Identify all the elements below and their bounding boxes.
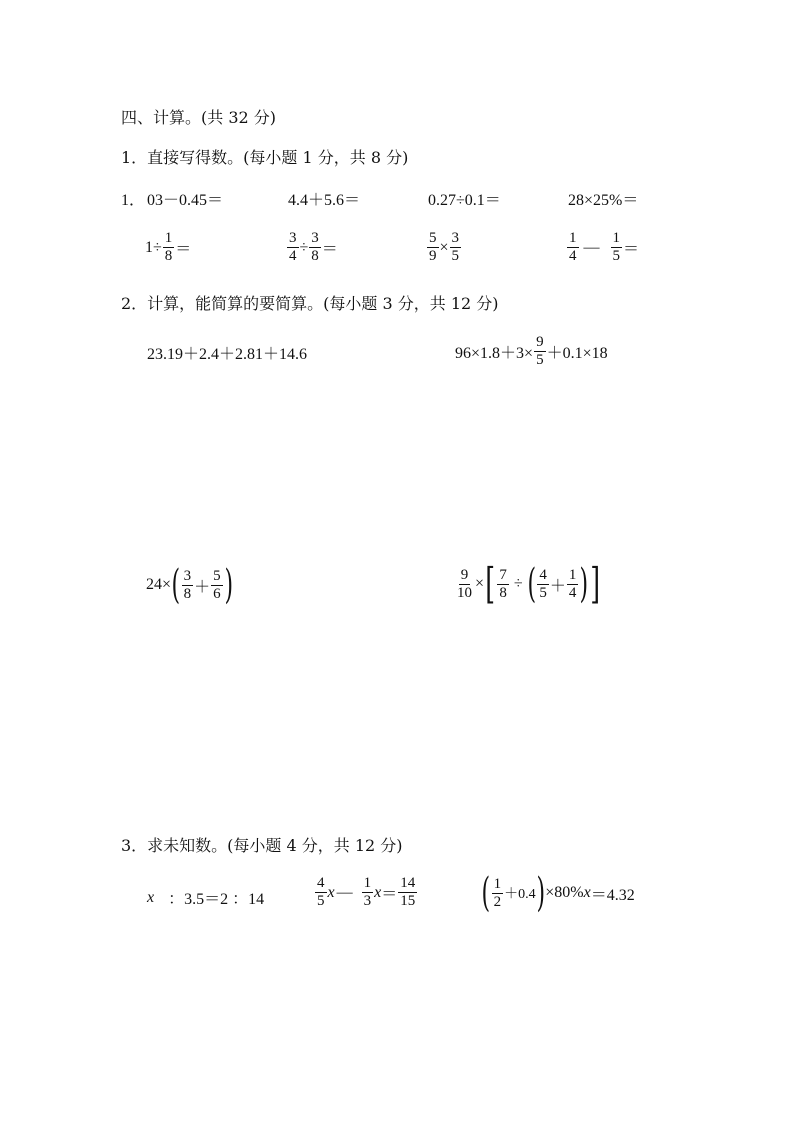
numerator: 3 bbox=[451, 230, 460, 246]
q3-equation-3 bbox=[481, 870, 635, 916]
q3-equation-3-tail1: ×80% bbox=[545, 884, 584, 901]
denominator: 9 bbox=[429, 248, 437, 264]
fraction bbox=[534, 334, 546, 369]
denominator: 5 bbox=[451, 248, 460, 264]
q2-problem-2-lead: 96×1.8＋3× bbox=[455, 345, 534, 362]
q1-item-7 bbox=[426, 230, 462, 265]
left-bracket: [ bbox=[485, 559, 496, 608]
operator: ÷ bbox=[299, 238, 309, 256]
q2-problem-2-tail: ＋0.1×18 bbox=[546, 345, 608, 362]
equals-sign: ＝ bbox=[321, 241, 338, 258]
numerator: 1 bbox=[569, 230, 577, 246]
numerator: 9 bbox=[536, 334, 544, 350]
q2-problem-4 bbox=[454, 559, 601, 608]
fraction bbox=[567, 230, 579, 265]
fraction bbox=[611, 230, 623, 265]
numerator: 4 bbox=[539, 566, 547, 583]
denominator: 8 bbox=[164, 248, 173, 264]
fraction bbox=[309, 230, 321, 265]
numerator: 1 bbox=[568, 566, 577, 583]
q1-item-8 bbox=[566, 230, 639, 265]
left-paren: ( bbox=[527, 561, 536, 607]
q3-equation-3-tail2: ＝4.32 bbox=[590, 886, 635, 904]
right-paren: ) bbox=[579, 561, 589, 607]
numerator: 3 bbox=[289, 230, 297, 246]
q3-equation-3-plus: ＋0.4 bbox=[504, 887, 536, 902]
q1-item-4: 28×25%＝ bbox=[568, 192, 639, 209]
q1-item-6 bbox=[286, 230, 338, 265]
unknown-variable: x bbox=[583, 884, 591, 901]
denominator: 15 bbox=[400, 893, 416, 909]
numerator: 1 bbox=[493, 875, 502, 892]
equals-sign: ＝ bbox=[175, 241, 192, 258]
q3-equation-2 bbox=[314, 875, 418, 910]
fraction bbox=[455, 567, 474, 602]
denominator: 4 bbox=[568, 584, 577, 601]
numerator: 7 bbox=[499, 566, 507, 583]
numerator: 5 bbox=[213, 567, 221, 584]
numerator: 1 bbox=[612, 230, 620, 246]
denominator: 8 bbox=[311, 248, 319, 264]
denominator: 3 bbox=[363, 893, 372, 909]
denominator: 8 bbox=[183, 585, 192, 602]
operator: × bbox=[439, 238, 449, 256]
fraction bbox=[398, 875, 417, 910]
unknown-variable: x bbox=[374, 883, 382, 901]
operator: ÷ bbox=[513, 575, 523, 592]
fraction bbox=[211, 568, 223, 603]
q2-problem-3 bbox=[146, 562, 233, 608]
denominator: 8 bbox=[499, 584, 507, 601]
right-paren: ) bbox=[536, 870, 545, 916]
operator: — bbox=[336, 883, 353, 901]
q2-problem-2 bbox=[455, 334, 608, 369]
left-paren: ( bbox=[171, 562, 181, 608]
operator: ＋ bbox=[194, 578, 211, 596]
fraction bbox=[497, 567, 509, 602]
q1-item-3: 0.27÷0.1＝ bbox=[428, 192, 501, 209]
denominator: 4 bbox=[289, 248, 297, 264]
numerator: 1 bbox=[164, 230, 173, 246]
q1-item-2: 4.4＋5.6＝ bbox=[288, 192, 361, 209]
unknown-variable: x bbox=[327, 883, 335, 901]
section-title: 四、计算。(共 32 分) bbox=[121, 108, 277, 127]
fraction bbox=[567, 567, 579, 602]
q3-equation-1-rest: ：3.5＝2 ：14 bbox=[168, 891, 265, 908]
denominator: 6 bbox=[213, 585, 221, 602]
fraction bbox=[182, 568, 194, 603]
left-paren: ( bbox=[481, 870, 491, 916]
fraction bbox=[163, 230, 175, 265]
fraction bbox=[427, 230, 439, 265]
denominator: 5 bbox=[536, 352, 544, 368]
numerator: 3 bbox=[311, 230, 319, 246]
fraction bbox=[287, 230, 299, 265]
denominator: 10 bbox=[457, 584, 472, 601]
equals-sign: ＝ bbox=[381, 886, 398, 903]
unknown-variable: x bbox=[147, 888, 155, 906]
q1-row1-number: 1． bbox=[121, 192, 146, 209]
denominator: 4 bbox=[569, 248, 577, 264]
right-paren: ) bbox=[224, 562, 233, 608]
numerator: 3 bbox=[183, 567, 192, 584]
q1-item-1: 03－0.45＝ bbox=[147, 192, 224, 209]
q2-problem-1: 23.19＋2.4＋2.81＋14.6 bbox=[147, 346, 308, 363]
denominator: 2 bbox=[493, 893, 502, 910]
fraction bbox=[362, 875, 374, 910]
operator: ＋ bbox=[549, 577, 566, 595]
fraction bbox=[450, 230, 462, 265]
q1-item-5 bbox=[145, 230, 191, 265]
q2-problem-3-lead: 24× bbox=[146, 576, 172, 593]
numerator: 5 bbox=[429, 230, 437, 246]
numerator: 9 bbox=[460, 566, 469, 583]
numerator: 4 bbox=[317, 875, 325, 891]
q1-heading: 1．直接写得数。(每小题 1 分，共 8 分) bbox=[121, 148, 409, 167]
q2-heading: 2．计算，能简算的要简算。(每小题 3 分，共 12 分) bbox=[121, 294, 499, 313]
operator: × bbox=[475, 575, 485, 592]
denominator: 5 bbox=[539, 584, 547, 601]
equals-sign: ＝ bbox=[623, 241, 640, 258]
fraction bbox=[315, 875, 327, 910]
fraction bbox=[492, 876, 504, 911]
numerator: 14 bbox=[400, 875, 416, 891]
q1-item-5-lead: 1÷ bbox=[145, 238, 162, 256]
q3-equation-1 bbox=[147, 886, 264, 909]
fraction bbox=[537, 567, 549, 602]
q3-heading: 3．求未知数。(每小题 4 分，共 12 分) bbox=[121, 836, 403, 855]
denominator: 5 bbox=[317, 893, 325, 909]
operator: — bbox=[583, 238, 600, 256]
numerator: 1 bbox=[363, 875, 372, 891]
denominator: 5 bbox=[612, 248, 620, 264]
right-bracket: ] bbox=[590, 559, 601, 608]
